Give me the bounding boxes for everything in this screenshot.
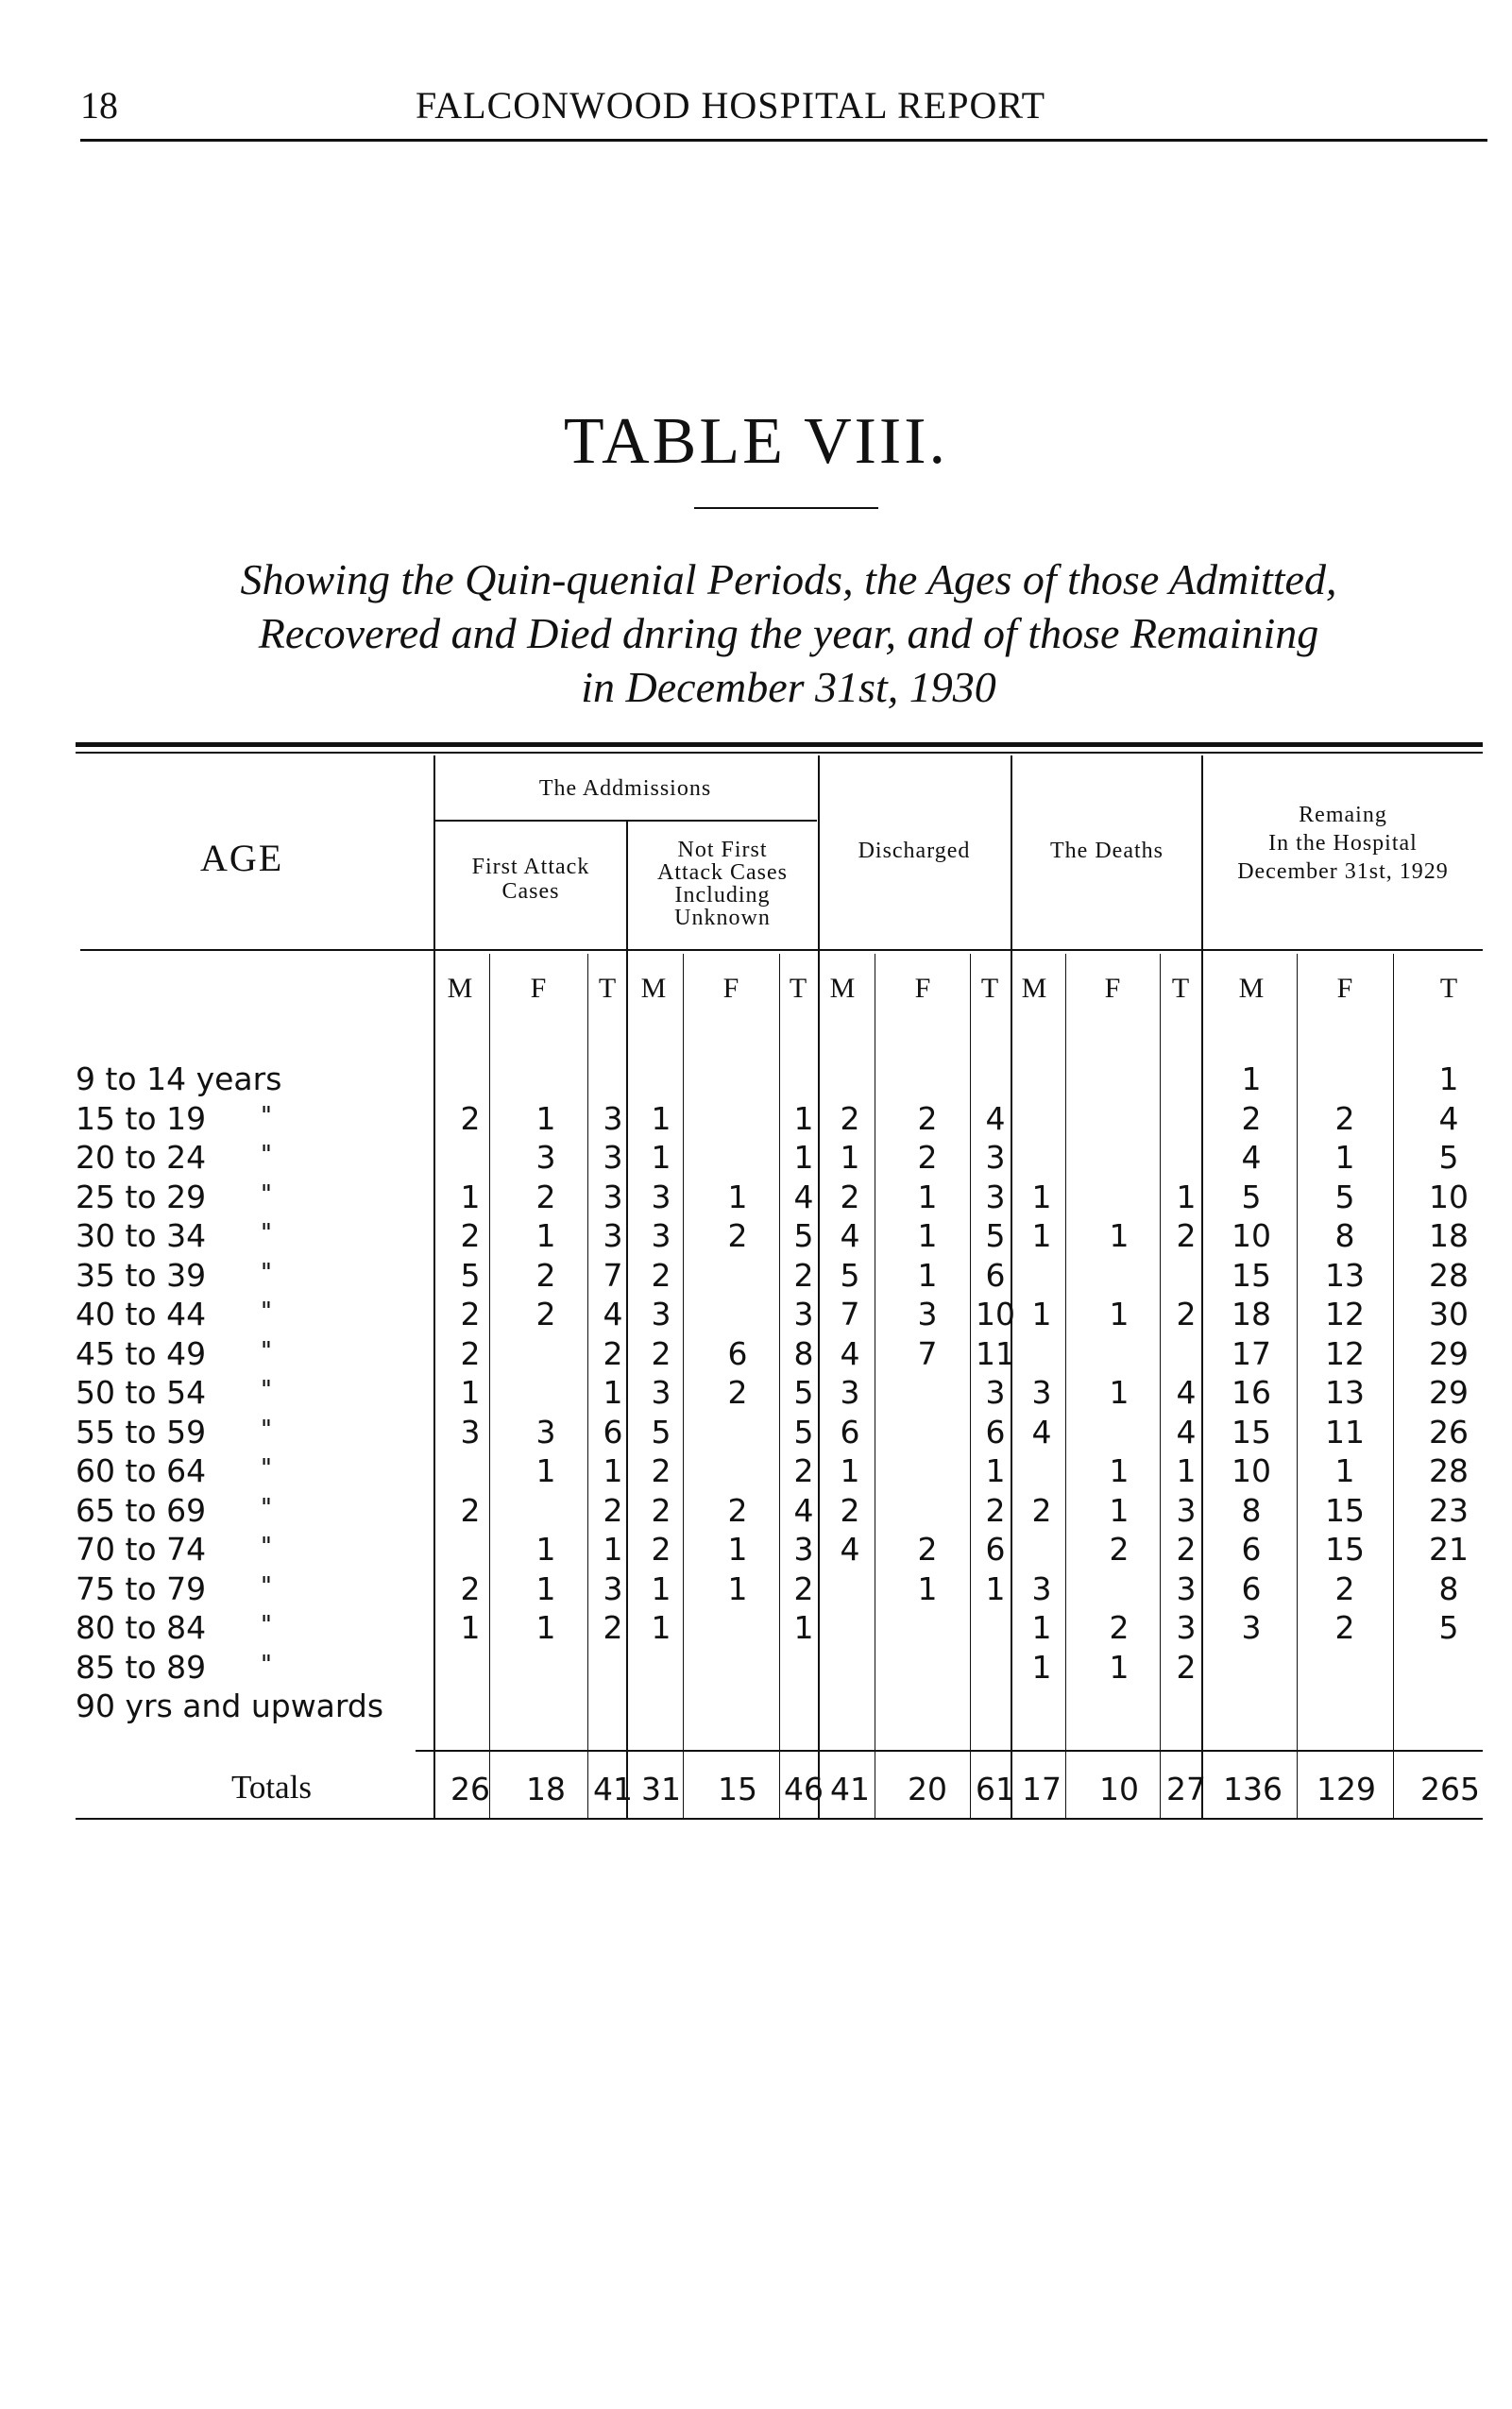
table-cell: 29: [1429, 1335, 1469, 1372]
table-cell: 26: [1429, 1414, 1469, 1450]
ditto-mark: ": [261, 1259, 272, 1287]
table-cell: 4: [793, 1179, 814, 1215]
table-cell: 11: [1325, 1414, 1365, 1450]
table-cell: 5: [1241, 1179, 1262, 1215]
table-cell: 2: [1334, 1100, 1355, 1137]
totals-cell: 41: [830, 1771, 870, 1807]
table-cell: 15: [1325, 1492, 1365, 1529]
table-cell: 2: [460, 1296, 481, 1332]
table-cell: 2: [1241, 1100, 1262, 1137]
table-cell: 5: [1438, 1609, 1459, 1646]
age-group-label: 75 to 79: [76, 1570, 207, 1607]
age-group-label: 45 to 49: [76, 1335, 207, 1372]
totals-cell: 129: [1317, 1771, 1376, 1807]
table-cell: 2: [840, 1492, 860, 1529]
table-cell: 7: [840, 1296, 860, 1332]
table-cell: 2: [651, 1492, 671, 1529]
table-cell: 1: [651, 1100, 671, 1137]
table-cell: 16: [1232, 1374, 1271, 1411]
table-cell: 5: [793, 1374, 814, 1411]
table-cell: 1: [1109, 1217, 1130, 1254]
table-cell: 6: [603, 1414, 623, 1450]
ditto-mark: ": [261, 1298, 272, 1326]
table-cell: 3: [985, 1179, 1006, 1215]
table-cell: 8: [793, 1335, 814, 1372]
table-cell: 23: [1429, 1492, 1469, 1529]
table-cell: 1: [917, 1570, 938, 1607]
table-cell: 2: [460, 1100, 481, 1137]
ditto-mark: ": [261, 1102, 272, 1130]
table-cell: 4: [1176, 1374, 1197, 1411]
table-cell: 6: [985, 1414, 1006, 1450]
age-group-label: 30 to 34: [76, 1217, 207, 1254]
table-cell: 5: [793, 1217, 814, 1254]
table-cell: 2: [985, 1492, 1006, 1529]
table-cell: 2: [460, 1217, 481, 1254]
table-cell: 29: [1429, 1374, 1469, 1411]
subheader-t: T: [980, 973, 999, 1004]
table-cell: 2: [1176, 1217, 1197, 1254]
subheader-m: M: [829, 973, 856, 1004]
table-cell: 1: [1176, 1179, 1197, 1215]
table-cell: 2: [727, 1374, 748, 1411]
table-cell: 2: [651, 1452, 671, 1489]
table-cell: 1: [460, 1179, 481, 1215]
subheader-t: T: [1439, 973, 1458, 1004]
table-cell: 6: [840, 1414, 860, 1450]
totals-cell: 31: [641, 1771, 681, 1807]
table-cell: 1: [985, 1570, 1006, 1607]
totals-cell: 15: [718, 1771, 757, 1807]
age-group-label: 9 to 14 years: [76, 1060, 282, 1097]
ditto-mark: ": [261, 1572, 272, 1601]
table-cell: 4: [840, 1217, 860, 1254]
table-cell: 13: [1325, 1374, 1365, 1411]
table-cell: 1: [1109, 1374, 1130, 1411]
table-cell: 2: [535, 1257, 556, 1294]
table-cell: 10: [976, 1296, 1015, 1332]
subheader-t: T: [1171, 973, 1190, 1004]
totals-cell: 136: [1223, 1771, 1283, 1807]
subheader-m: M: [640, 973, 667, 1004]
table-cell: 3: [1176, 1492, 1197, 1529]
table-cell: 4: [840, 1531, 860, 1568]
age-group-label: 85 to 89: [76, 1649, 207, 1686]
subheader-t: T: [789, 973, 807, 1004]
table-cell: 1: [1176, 1452, 1197, 1489]
ditto-mark: ": [261, 1533, 272, 1561]
table-cell: 1: [460, 1374, 481, 1411]
header-bottom-rule: [80, 949, 1483, 951]
table-cell: 15: [1232, 1414, 1271, 1450]
table-cell: 3: [985, 1374, 1006, 1411]
age-group-label: 20 to 24: [76, 1139, 207, 1176]
table-cell: 8: [1241, 1492, 1262, 1529]
admissions-header: The Addmissions: [538, 776, 712, 801]
table-cell: 1: [535, 1100, 556, 1137]
table-cell: 2: [651, 1531, 671, 1568]
table-cell: 2: [603, 1492, 623, 1529]
totals-cell: 18: [526, 1771, 566, 1807]
totals-cell: 265: [1420, 1771, 1480, 1807]
table-cell: 1: [727, 1179, 748, 1215]
table-cell: 2: [917, 1139, 938, 1176]
table-cell: 1: [917, 1257, 938, 1294]
table-cell: 1: [603, 1374, 623, 1411]
table-cell: 5: [985, 1217, 1006, 1254]
first-attack-header: First Attack Cases: [471, 855, 590, 904]
table-cell: 2: [603, 1335, 623, 1372]
table-cell: 4: [793, 1492, 814, 1529]
table-cell: 5: [840, 1257, 860, 1294]
table-cell: 1: [603, 1452, 623, 1489]
table-cell: 3: [793, 1296, 814, 1332]
table-cell: 15: [1232, 1257, 1271, 1294]
ditto-mark: ": [261, 1416, 272, 1444]
table-cell: 6: [727, 1335, 748, 1372]
table-cell: 11: [976, 1335, 1015, 1372]
table-cell: 2: [727, 1217, 748, 1254]
table-cell: 2: [1334, 1570, 1355, 1607]
table-cell: 3: [535, 1139, 556, 1176]
totals-label: Totals: [231, 1769, 313, 1806]
table-cell: 5: [651, 1414, 671, 1450]
table-cell: 5: [793, 1414, 814, 1450]
table-cell: 2: [535, 1179, 556, 1215]
table-cell: 1: [840, 1139, 860, 1176]
title-rule: [694, 507, 878, 509]
table-cell: 4: [1031, 1414, 1052, 1450]
table-cell: 7: [917, 1335, 938, 1372]
discharged-header: Discharged: [858, 839, 971, 863]
table-cell: 3: [651, 1217, 671, 1254]
table-cell: 1: [535, 1609, 556, 1646]
table-cell: 1: [793, 1100, 814, 1137]
deaths-header: The Deaths: [1050, 839, 1164, 863]
subheader-f: F: [914, 973, 931, 1004]
table-cell: 5: [1334, 1179, 1355, 1215]
subheader-t: T: [598, 973, 617, 1004]
table-cell: 10: [1232, 1452, 1271, 1489]
table-cell: 1: [793, 1609, 814, 1646]
table-cell: 3: [1031, 1570, 1052, 1607]
age-group-label: 15 to 19: [76, 1100, 207, 1137]
subheader-f: F: [722, 973, 739, 1004]
table-cell: 3: [917, 1296, 938, 1332]
table-title: TABLE VIII.: [563, 405, 949, 478]
table-cell: 3: [651, 1374, 671, 1411]
table-cell: 3: [1241, 1609, 1262, 1646]
table-cell: 15: [1325, 1531, 1365, 1568]
table-cell: 1: [1109, 1452, 1130, 1489]
table-cell: 1: [840, 1452, 860, 1489]
age-group-label: 70 to 74: [76, 1531, 207, 1568]
table-cell: 3: [651, 1296, 671, 1332]
table-caption: [66, 552, 1511, 714]
subheader-f: F: [1336, 973, 1353, 1004]
totals-cell: 26: [450, 1771, 490, 1807]
caption-line: in December 31st, 1930: [581, 663, 996, 711]
table-cell: 2: [917, 1531, 938, 1568]
table-cell: 1: [535, 1217, 556, 1254]
totals-cell: 41: [593, 1771, 633, 1807]
table-cell: 3: [460, 1414, 481, 1450]
table-cell: 12: [1325, 1296, 1365, 1332]
remaining-header: Remaing In the Hospital December 31st, 1929: [1237, 803, 1449, 884]
table-cell: 2: [793, 1570, 814, 1607]
age-group-label: 60 to 64: [76, 1452, 207, 1489]
table-cell: 2: [840, 1179, 860, 1215]
page-number: 18: [80, 84, 118, 127]
ditto-mark: ": [261, 1141, 272, 1169]
table-top-rule: [76, 742, 1483, 747]
table-cell: 2: [727, 1492, 748, 1529]
table-cell: 1: [1031, 1179, 1052, 1215]
table-cell: 4: [603, 1296, 623, 1332]
table-cell: 2: [793, 1257, 814, 1294]
table-cell: 10: [1429, 1179, 1469, 1215]
table-bottom-rule: [76, 1818, 1483, 1820]
table-cell: 3: [603, 1570, 623, 1607]
age-group-label: 35 to 39: [76, 1257, 207, 1294]
subheader-f: F: [1104, 973, 1121, 1004]
table-cell: 1: [651, 1609, 671, 1646]
table-cell: 5: [460, 1257, 481, 1294]
table-cell: 3: [985, 1139, 1006, 1176]
table-cell: 6: [985, 1531, 1006, 1568]
table-cell: 3: [793, 1531, 814, 1568]
table-cell: 3: [651, 1179, 671, 1215]
table-cell: 5: [1438, 1139, 1459, 1176]
table-cell: 7: [603, 1257, 623, 1294]
totals-cell: 46: [784, 1771, 824, 1807]
age-group-label: 90 yrs and upwards: [76, 1688, 384, 1724]
table-cell: 4: [1176, 1414, 1197, 1450]
age-group-label: 50 to 54: [76, 1374, 207, 1411]
table-cell: 1: [535, 1531, 556, 1568]
table-cell: 1: [1334, 1452, 1355, 1489]
table-cell: 18: [1429, 1217, 1469, 1254]
table-cell: 2: [460, 1570, 481, 1607]
table-cell: 1: [603, 1531, 623, 1568]
table-cell: 8: [1438, 1570, 1459, 1607]
ditto-mark: ": [261, 1376, 272, 1404]
table-cell: 1: [1438, 1060, 1459, 1097]
table-cell: 2: [460, 1335, 481, 1372]
table-cell: 2: [793, 1452, 814, 1489]
age-group-label: 80 to 84: [76, 1609, 207, 1646]
table-cell: 4: [1241, 1139, 1262, 1176]
header-rule: [80, 139, 1487, 142]
table-cell: 4: [840, 1335, 860, 1372]
caption-line: Recovered and Died dnring the year, and of those Remaining: [258, 609, 1319, 657]
table-cell: 1: [535, 1452, 556, 1489]
table-cell: 1: [1031, 1609, 1052, 1646]
table-cell: 28: [1429, 1452, 1469, 1489]
table-cell: 1: [460, 1609, 481, 1646]
table-cell: 10: [1232, 1217, 1271, 1254]
table-cell: 2: [1109, 1609, 1130, 1646]
age-group-label: 40 to 44: [76, 1296, 207, 1332]
table-cell: 1: [727, 1570, 748, 1607]
table-cell: 1: [651, 1139, 671, 1176]
ditto-mark: ": [261, 1219, 272, 1247]
totals-cell: 17: [1022, 1771, 1062, 1807]
table-cell: 2: [1334, 1609, 1355, 1646]
totals-cell: 10: [1099, 1771, 1139, 1807]
ditto-mark: ": [261, 1180, 272, 1209]
table-cell: 1: [1031, 1649, 1052, 1686]
table-cell: 1: [1334, 1139, 1355, 1176]
table-cell: 6: [1241, 1531, 1262, 1568]
ditto-mark: ": [261, 1454, 272, 1483]
ditto-mark: ": [261, 1494, 272, 1522]
table-cell: 1: [651, 1570, 671, 1607]
totals-cell: 20: [908, 1771, 947, 1807]
age-group-label: 55 to 59: [76, 1414, 207, 1450]
table-cell: 4: [1438, 1100, 1459, 1137]
table-cell: 6: [985, 1257, 1006, 1294]
table-cell: 2: [1176, 1649, 1197, 1686]
table-cell: 3: [603, 1139, 623, 1176]
table-cell: 3: [1176, 1609, 1197, 1646]
sub-column-divider: [1297, 954, 1298, 1818]
table-cell: 13: [1325, 1257, 1365, 1294]
table-cell: 1: [1031, 1217, 1052, 1254]
table-cell: 1: [917, 1179, 938, 1215]
table-cell: 1: [793, 1139, 814, 1176]
table-cell: 2: [603, 1609, 623, 1646]
totals-cell: 61: [976, 1771, 1015, 1807]
totals-cell: 27: [1166, 1771, 1206, 1807]
table-cell: 2: [840, 1100, 860, 1137]
caption-line: Showing the Quin-quenial Periods, the Ages of those Admitted,: [240, 555, 1337, 603]
table-cell: 1: [535, 1570, 556, 1607]
table-cell: 3: [535, 1414, 556, 1450]
subheader-m: M: [1021, 973, 1047, 1004]
table-cell: 3: [603, 1217, 623, 1254]
table-cell: 1: [1109, 1649, 1130, 1686]
age-group-label: 65 to 69: [76, 1492, 207, 1529]
table-cell: 2: [1176, 1531, 1197, 1568]
table-cell: 3: [1031, 1374, 1052, 1411]
table-cell: 2: [651, 1335, 671, 1372]
table-cell: 30: [1429, 1296, 1469, 1332]
table-cell: 3: [1176, 1570, 1197, 1607]
ditto-mark: ": [261, 1651, 272, 1679]
subheader-m: M: [1238, 973, 1265, 1004]
table-cell: 2: [460, 1492, 481, 1529]
table-cell: 8: [1334, 1217, 1355, 1254]
table-cell: 6: [1241, 1570, 1262, 1607]
table-cell: 3: [603, 1100, 623, 1137]
table-cell: 21: [1429, 1531, 1469, 1568]
table-cell: 28: [1429, 1257, 1469, 1294]
table-top-rule-thin: [76, 752, 1483, 754]
subheader-m: M: [447, 973, 473, 1004]
table-cell: 1: [917, 1217, 938, 1254]
age-header: AGE: [200, 837, 284, 879]
column-divider: [433, 755, 435, 1818]
table-cell: 2: [535, 1296, 556, 1332]
table-cell: 1: [1241, 1060, 1262, 1097]
age-group-label: 25 to 29: [76, 1179, 207, 1215]
table-cell: 1: [727, 1531, 748, 1568]
sub-column-divider: [1393, 954, 1394, 1818]
table-cell: 1: [1031, 1296, 1052, 1332]
table-cell: 3: [840, 1374, 860, 1411]
table-cell: 2: [1031, 1492, 1052, 1529]
table-cell: 12: [1325, 1335, 1365, 1372]
totals-top-rule: [416, 1750, 1483, 1752]
table-cell: 2: [1176, 1296, 1197, 1332]
table-cell: 3: [603, 1179, 623, 1215]
table-cell: 2: [1109, 1531, 1130, 1568]
table-cell: 18: [1232, 1296, 1271, 1332]
table-cell: 1: [1109, 1492, 1130, 1529]
table-cell: 17: [1232, 1335, 1271, 1372]
table-cell: 1: [1109, 1296, 1130, 1332]
table-cell: 2: [917, 1100, 938, 1137]
table-cell: 4: [985, 1100, 1006, 1137]
journal-title: FALCONWOOD HOSPITAL REPORT: [416, 84, 1046, 127]
not-first-attack-header: Not First Attack Cases Including Unknown: [657, 838, 788, 930]
ditto-mark: ": [261, 1337, 272, 1366]
subheader-f: F: [530, 973, 547, 1004]
table-cell: 1: [985, 1452, 1006, 1489]
ditto-mark: ": [261, 1611, 272, 1639]
table-cell: 2: [651, 1257, 671, 1294]
